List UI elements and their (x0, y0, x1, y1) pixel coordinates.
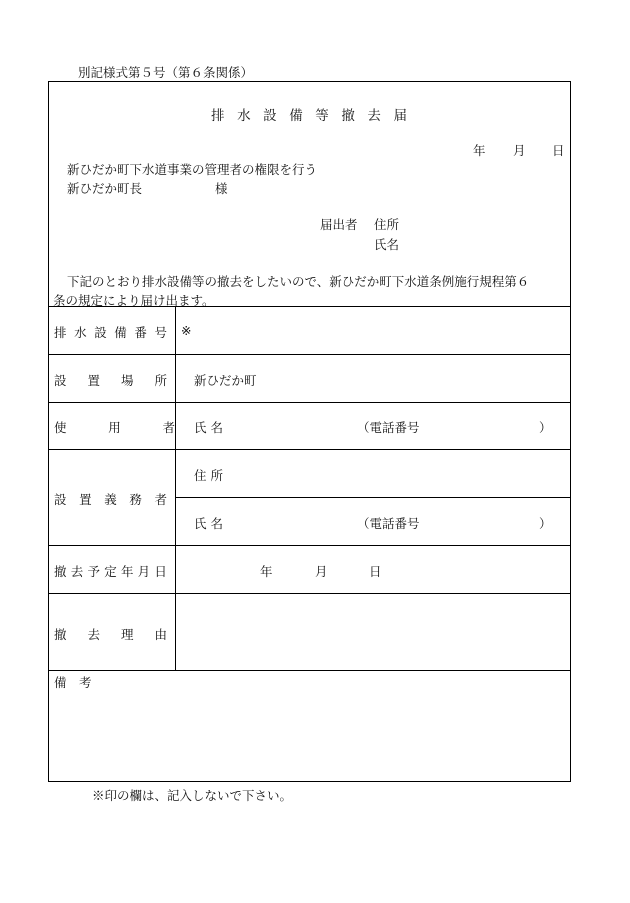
removal-month-label: 月 (315, 564, 328, 579)
obligor-name-label: 氏 名 (194, 516, 223, 531)
footer-note: ※印の欄は、記入しないで下さい。 (92, 788, 293, 803)
row-divider (49, 593, 570, 594)
label-char: 用 (108, 420, 121, 435)
location-value[interactable]: 新ひだか町 (194, 373, 257, 388)
statement-line1: 下記のとおり排水設備等の撤去をしたいので、新ひだか町下水道条例施行規程第６ (67, 274, 530, 289)
row-divider (49, 306, 570, 307)
label-char: 務 (129, 492, 142, 507)
label-char: 置 (79, 492, 92, 507)
removal-reason-field[interactable] (177, 595, 567, 668)
label-char: 号 (154, 325, 167, 340)
row-divider (49, 545, 570, 546)
label-char: 去 (87, 627, 100, 642)
row-divider (49, 402, 570, 403)
label-drain-number (54, 323, 167, 341)
form-frame (48, 81, 571, 782)
label-removal-date (54, 562, 167, 580)
label-char: 撤 (54, 564, 67, 579)
obligor-phone-label: （電話番号 (357, 516, 420, 531)
title-char: 届 (393, 108, 407, 124)
date-day-label: 日 (552, 143, 565, 158)
title-char: 撤 (341, 108, 355, 124)
form-number-note: 別記様式第５号（第６条関係） (78, 65, 254, 80)
label-char: 撤 (54, 627, 67, 642)
row-divider (49, 449, 570, 450)
label-char: 予 (87, 564, 100, 579)
addressee-line1: 新ひだか町下水道事業の管理者の権限を行う (67, 162, 318, 177)
obligor-phone-close: ） (539, 516, 552, 531)
applicant-address-label: 住所 (374, 217, 400, 232)
column-divider (175, 306, 176, 670)
label-location (54, 371, 167, 389)
label-char: 設 (94, 325, 107, 340)
label-char: 設 (54, 373, 67, 388)
row-divider (175, 497, 570, 498)
form-title (211, 104, 407, 124)
label-char: 場 (120, 373, 134, 388)
addressee-suffix: 様 (215, 181, 228, 196)
title-char: 水 (237, 108, 251, 124)
drain-number-value[interactable]: ※ (181, 323, 192, 338)
date-year-label: 年 (473, 143, 486, 158)
title-char: 排 (211, 108, 225, 124)
label-char: 置 (87, 373, 100, 388)
label-char: 水 (74, 325, 87, 340)
remarks-label: 備 考 (54, 675, 92, 690)
removal-day-label: 日 (369, 564, 382, 579)
label-char: 理 (120, 627, 134, 642)
user-phone-close: ） (539, 420, 552, 435)
label-char: 使 (54, 420, 67, 435)
label-char: 者 (162, 420, 175, 435)
row-divider (49, 354, 570, 355)
applicant-label: 届出者 (320, 217, 358, 232)
label-char: 定 (104, 564, 117, 579)
title-char: 備 (289, 108, 303, 124)
label-char: 排 (54, 325, 67, 340)
label-char: 備 (114, 325, 127, 340)
label-char: 年 (120, 564, 134, 579)
label-char: 所 (154, 373, 167, 388)
remarks-field[interactable] (51, 692, 567, 778)
label-char: 日 (154, 564, 167, 579)
label-removal-reason (54, 625, 167, 643)
label-char: 去 (70, 564, 84, 579)
obligor-address-label: 住 所 (194, 468, 223, 483)
user-phone-label: （電話番号 (357, 420, 420, 435)
label-char: 設 (54, 492, 67, 507)
title-char: 等 (315, 108, 329, 124)
title-char: 去 (367, 108, 381, 124)
label-char: 由 (154, 627, 167, 642)
date-month-label: 月 (513, 143, 526, 158)
label-char: 者 (154, 492, 167, 507)
title-char: 設 (263, 108, 277, 124)
applicant-name-label: 氏名 (374, 237, 400, 252)
label-char: 番 (134, 325, 147, 340)
label-obligor (54, 490, 167, 508)
user-name-label: 氏 名 (194, 420, 223, 435)
label-char: 月 (137, 564, 151, 579)
addressee-name: 新ひだか町長 (67, 181, 143, 196)
row-divider (49, 670, 570, 671)
statement-line2: 条の規定により届け出ます。 (53, 293, 215, 308)
label-char: 義 (104, 492, 117, 507)
label-user (54, 418, 175, 436)
removal-year-label: 年 (260, 564, 273, 579)
